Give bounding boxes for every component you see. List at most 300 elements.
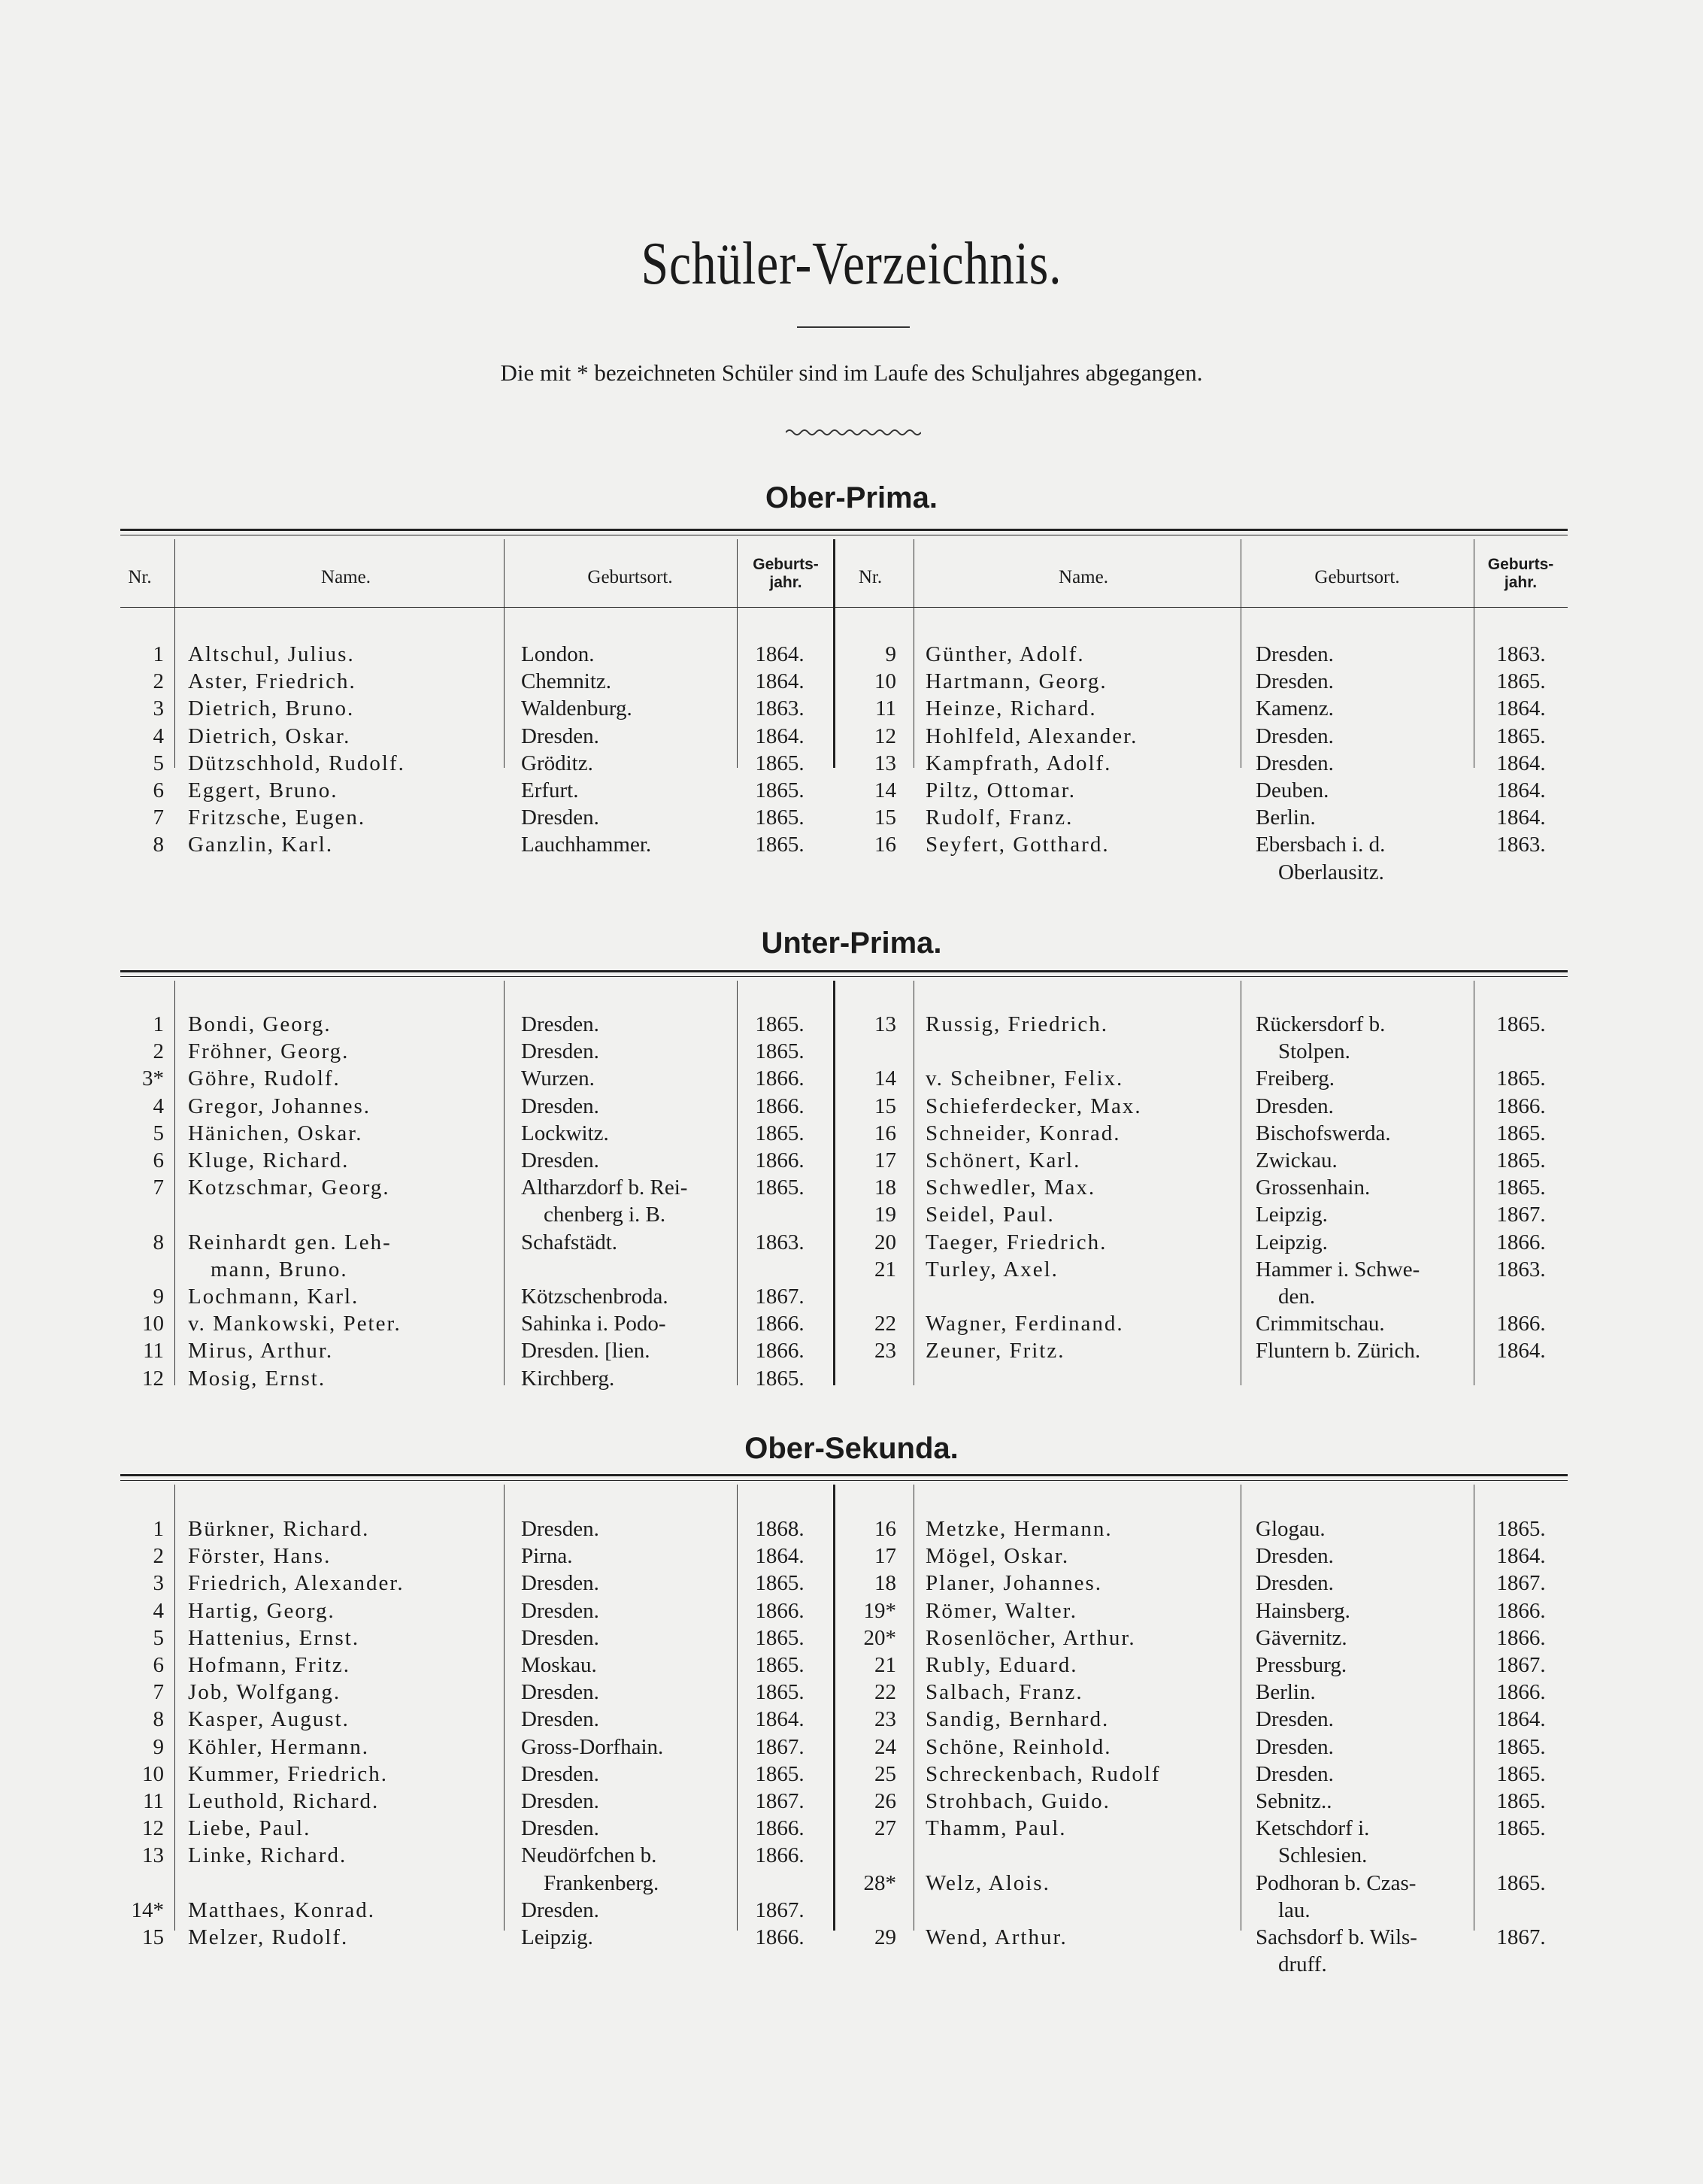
birth-year: 1865. [755, 1039, 805, 1064]
birthplace: Crimmitschau. [1256, 1312, 1385, 1336]
birthplace: Kötzschenbroda. [521, 1285, 668, 1309]
birthplace-continued: druff. [1278, 1952, 1327, 1977]
student-name: Reinhardt gen. Leh- [188, 1230, 392, 1254]
student-name: Hohlfeld, Alexander. [926, 723, 1138, 748]
birthplace: Gross-Dorfhain. [521, 1734, 664, 1759]
row-number: 10 [142, 1312, 164, 1336]
row-number: 9 [153, 1734, 164, 1759]
row-number: 3 [153, 1571, 164, 1596]
row-number: 4 [153, 1598, 164, 1623]
student-name: Salbach, Franz. [926, 1680, 1083, 1705]
student-name: Köhler, Hermann. [188, 1734, 370, 1759]
row-number: 17 [874, 1148, 896, 1172]
student-name: Rubly, Eduard. [926, 1653, 1078, 1677]
birthplace: Kamenz. [1256, 696, 1334, 721]
student-name: Eggert, Bruno. [188, 778, 338, 802]
birthplace: Dresden. [521, 1789, 599, 1813]
student-name: Mosig, Ernst. [188, 1366, 326, 1391]
birthplace: Gävernitz. [1256, 1625, 1347, 1650]
student-name: Turley, Axel. [926, 1257, 1059, 1282]
student-name: Römer, Walter. [926, 1598, 1077, 1623]
row-number: 12 [142, 1366, 164, 1391]
row-number: 23 [874, 1707, 896, 1732]
student-name: Rosenlöcher, Arthur. [926, 1625, 1136, 1650]
student-table [120, 1474, 1568, 1977]
birthplace: Bischofswerda. [1256, 1121, 1391, 1145]
row-number: 14 [874, 1066, 896, 1091]
row-number: 21 [874, 1257, 896, 1282]
birth-year: 1866. [755, 1094, 805, 1118]
birth-year: 1867. [1496, 1571, 1546, 1596]
birth-year: 1865. [1496, 1734, 1546, 1759]
birth-year: 1865. [1496, 723, 1546, 748]
birthplace: Dresden. [521, 1039, 599, 1064]
row-number: 20* [863, 1625, 896, 1650]
student-name: Taeger, Friedrich. [926, 1230, 1108, 1254]
birth-year: 1867. [755, 1789, 805, 1813]
birthplace: Podhoran b. Czas- [1256, 1870, 1417, 1895]
birthplace: Neudörfchen b. [521, 1843, 657, 1868]
row-number: 1 [153, 1012, 164, 1036]
row-number: 1 [153, 642, 164, 666]
column-divider [504, 1485, 505, 1931]
student-name: Planer, Johannes. [926, 1571, 1102, 1596]
row-number: 8 [153, 1707, 164, 1732]
birthplace: Dresden. [521, 1680, 599, 1705]
birthplace: Ketschdorf i. [1256, 1816, 1370, 1841]
student-name: Seidel, Paul. [926, 1203, 1055, 1227]
birthplace: Glogau. [1256, 1517, 1326, 1541]
birthplace: Dresden. [1256, 1761, 1334, 1786]
column-divider [174, 981, 175, 1385]
birth-year: 1866. [1496, 1230, 1546, 1254]
student-name: Dützschhold, Rudolf. [188, 751, 405, 775]
birthplace: Dresden. [521, 1517, 599, 1541]
birth-year: 1865. [755, 1761, 805, 1786]
table-top-rule [120, 529, 1568, 531]
birth-year: 1865. [755, 1012, 805, 1036]
student-name: Hattenius, Ernst. [188, 1625, 360, 1650]
birth-year: 1864. [755, 1707, 805, 1732]
birthplace: Dresden. [1256, 669, 1334, 694]
column-header: Nr. [858, 567, 883, 587]
birthplace: Rückersdorf b. [1256, 1012, 1386, 1036]
birth-year: 1863. [1496, 833, 1546, 857]
birthplace: Dresden. [521, 1598, 599, 1623]
student-name: Hofmann, Fritz. [188, 1653, 351, 1677]
column-header: Geburts- [753, 556, 819, 573]
student-name: Ganzlin, Karl. [188, 833, 334, 857]
student-name: Welz, Alois. [926, 1870, 1050, 1895]
student-name: Lochmann, Karl. [188, 1285, 359, 1309]
row-number: 18 [874, 1571, 896, 1596]
birthplace: Dresden. [521, 805, 599, 830]
row-number: 24 [874, 1734, 896, 1759]
row-number: 2 [153, 669, 164, 694]
birth-year: 1865. [755, 1175, 805, 1200]
birth-year: 1865. [755, 778, 805, 802]
student-name: Förster, Hans. [188, 1544, 332, 1569]
student-name: Sandig, Bernhard. [926, 1707, 1110, 1732]
birth-year: 1866. [755, 1816, 805, 1841]
row-number: 5 [153, 1121, 164, 1145]
student-name: Liebe, Paul. [188, 1816, 311, 1841]
student-table [120, 529, 1568, 884]
student-name: Piltz, Ottomar. [926, 778, 1076, 802]
column-header: Geburtsort. [1314, 567, 1400, 587]
birthplace-continued: Frankenberg. [544, 1870, 659, 1895]
birth-year: 1864. [755, 669, 805, 694]
table-top-rule [120, 970, 1568, 972]
birthplace-continued: Schlesien. [1278, 1843, 1368, 1868]
student-name: Wagner, Ferdinand. [926, 1312, 1124, 1336]
student-name: Thamm, Paul. [926, 1816, 1067, 1841]
row-number: 21 [874, 1653, 896, 1677]
birthplace: Kirchberg. [521, 1366, 615, 1391]
birthplace: Gröditz. [521, 751, 593, 775]
birthplace: Zwickau. [1256, 1148, 1338, 1172]
birthplace: Ebersbach i. d. [1256, 833, 1386, 857]
column-divider [504, 981, 505, 1385]
birthplace: Berlin. [1256, 1680, 1316, 1705]
birth-year: 1863. [1496, 1257, 1546, 1282]
birthplace: Dresden. [521, 1897, 599, 1922]
column-header: Geburts- [1487, 556, 1554, 573]
birthplace: Berlin. [1256, 805, 1316, 830]
birthplace: Dresden. [1256, 723, 1334, 748]
birth-year: 1864. [755, 1544, 805, 1569]
row-number: 25 [874, 1761, 896, 1786]
student-name: Linke, Richard. [188, 1843, 347, 1868]
student-name: Melzer, Rudolf. [188, 1925, 349, 1949]
birth-year: 1866. [755, 1148, 805, 1172]
birth-year: 1865. [755, 751, 805, 775]
birthplace: Hammer i. Schwe- [1256, 1257, 1420, 1282]
row-number: 6 [153, 1653, 164, 1677]
student-name: Kampfrath, Adolf. [926, 751, 1112, 775]
student-name: Schneider, Konrad. [926, 1121, 1121, 1145]
birth-year: 1864. [755, 723, 805, 748]
birthplace: Moskau. [521, 1653, 597, 1677]
page-title: Schüler-Verzeichnis. [641, 231, 1062, 297]
student-name: Matthaes, Konrad. [188, 1897, 376, 1922]
header-bottom-rule [120, 607, 1568, 608]
birth-year: 1866. [1496, 1625, 1546, 1650]
row-number: 13 [874, 1012, 896, 1036]
student-name: Fritzsche, Eugen. [188, 805, 366, 830]
birthplace: Schafstädt. [521, 1230, 618, 1254]
row-number: 5 [153, 1625, 164, 1650]
column-divider [833, 539, 835, 768]
student-name: Schreckenbach, Rudolf [926, 1761, 1161, 1786]
row-number: 22 [874, 1312, 896, 1336]
column-header: jahr. [769, 574, 802, 591]
row-number: 8 [153, 833, 164, 857]
student-name: Dietrich, Oskar. [188, 723, 351, 748]
birthplace: Dresden. [521, 1148, 599, 1172]
row-number: 6 [153, 1148, 164, 1172]
student-name: Kotzschmar, Georg. [188, 1175, 390, 1200]
student-name: Schwedler, Max. [926, 1175, 1096, 1200]
birth-year: 1865. [755, 1571, 805, 1596]
birth-year: 1864. [1496, 1339, 1546, 1363]
birth-year: 1867. [1496, 1653, 1546, 1677]
birthplace: Leipzig. [1256, 1230, 1328, 1254]
row-number: 7 [153, 1680, 164, 1705]
birth-year: 1868. [755, 1517, 805, 1541]
birthplace: Deuben. [1256, 778, 1329, 802]
student-name: Fröhner, Georg. [188, 1039, 350, 1064]
row-number: 28* [863, 1870, 896, 1895]
column-header: jahr. [1504, 574, 1538, 591]
row-number: 15 [874, 1094, 896, 1118]
birthplace: Altharzdorf b. Rei- [521, 1175, 688, 1200]
birth-year: 1865. [1496, 669, 1546, 694]
row-number: 11 [875, 696, 896, 721]
birth-year: 1866. [755, 1312, 805, 1336]
birth-year: 1866. [1496, 1094, 1546, 1118]
birthplace: Sachsdorf b. Wils- [1256, 1925, 1417, 1949]
birth-year: 1864. [1496, 1544, 1546, 1569]
table-top-rule-thin [120, 976, 1568, 977]
row-number: 14 [874, 778, 896, 802]
birth-year: 1864. [1496, 1707, 1546, 1732]
row-number: 15 [142, 1925, 164, 1949]
student-name: Schönert, Karl. [926, 1148, 1081, 1172]
birthplace: Dresden. [1256, 751, 1334, 775]
section-title: Ober-Sekunda. [744, 1432, 959, 1465]
row-number: 12 [142, 1816, 164, 1841]
row-number: 6 [153, 778, 164, 802]
column-divider [504, 539, 505, 768]
row-number: 1 [153, 1517, 164, 1541]
birthplace: Leipzig. [1256, 1203, 1328, 1227]
student-name: Schieferdecker, Max. [926, 1094, 1142, 1118]
birthplace: Erfurt. [521, 778, 579, 802]
row-number: 16 [874, 833, 896, 857]
birth-year: 1867. [755, 1734, 805, 1759]
student-name: v. Mankowski, Peter. [188, 1312, 402, 1336]
row-number: 8 [153, 1230, 164, 1254]
row-number: 29 [874, 1925, 896, 1949]
table-top-rule [120, 1474, 1568, 1476]
student-name-continued: mann, Bruno. [211, 1257, 348, 1282]
birth-year: 1865. [1496, 1121, 1546, 1145]
birth-year: 1865. [755, 1121, 805, 1145]
row-number: 22 [874, 1680, 896, 1705]
column-divider [174, 1485, 175, 1931]
column-header: Name. [321, 567, 371, 587]
student-name: Rudolf, Franz. [926, 805, 1074, 830]
row-number: 7 [153, 1175, 164, 1200]
birthplace: Dresden. [521, 1012, 599, 1036]
row-number: 5 [153, 751, 164, 775]
row-number: 3 [153, 696, 164, 721]
row-number: 27 [874, 1816, 896, 1841]
birthplace: Dresden. [521, 1761, 599, 1786]
student-name: Strohbach, Guido. [926, 1789, 1111, 1813]
birth-year: 1865. [1496, 1517, 1546, 1541]
row-number: 3* [142, 1066, 164, 1091]
row-number: 9 [153, 1285, 164, 1309]
row-number: 2 [153, 1544, 164, 1569]
birthplace: Dresden. [521, 1625, 599, 1650]
birth-year: 1864. [1496, 751, 1546, 775]
birth-year: 1867. [755, 1285, 805, 1309]
student-name: Göhre, Rudolf. [188, 1066, 341, 1091]
birth-year: 1866. [1496, 1598, 1546, 1623]
birth-year: 1864. [755, 642, 805, 666]
birthplace: Dresden. [521, 1571, 599, 1596]
birthplace: Dresden. [1256, 1734, 1334, 1759]
birth-year: 1864. [1496, 696, 1546, 721]
birthplace: Wurzen. [521, 1066, 595, 1091]
student-name: Metzke, Hermann. [926, 1517, 1113, 1541]
birthplace: Sahinka i. Podo- [521, 1312, 666, 1336]
section-title: Unter-Prima. [761, 927, 942, 960]
birthplace: Dresden. [521, 1707, 599, 1732]
birth-year: 1864. [1496, 805, 1546, 830]
birthplace: Dresden. [1256, 642, 1334, 666]
row-number: 26 [874, 1789, 896, 1813]
student-name: Günther, Adolf. [926, 642, 1085, 666]
birthplace: Leipzig. [521, 1925, 593, 1949]
birth-year: 1866. [755, 1339, 805, 1363]
student-name: Gregor, Johannes. [188, 1094, 371, 1118]
column-divider [174, 539, 175, 768]
birth-year: 1867. [1496, 1925, 1546, 1949]
birth-year: 1865. [1496, 1066, 1546, 1091]
birth-year: 1865. [1496, 1012, 1546, 1036]
row-number: 16 [874, 1121, 896, 1145]
birthplace: London. [521, 642, 595, 666]
birth-year: 1865. [755, 1653, 805, 1677]
row-number: 16 [874, 1517, 896, 1541]
student-name: Hänichen, Oskar. [188, 1121, 363, 1145]
birthplace: Hainsberg. [1256, 1598, 1350, 1623]
row-number: 19 [874, 1203, 896, 1227]
page-subtitle: Die mit * bezeichneten Schüler sind im Laufe des Schuljahres abgegangen. [500, 359, 1203, 386]
birthplace: Dresden. [1256, 1571, 1334, 1596]
birthplace: Dresden. [521, 1094, 599, 1118]
birth-year: 1864. [1496, 778, 1546, 802]
student-name: Kummer, Friedrich. [188, 1761, 388, 1786]
birthplace-continued: chenberg i. B. [544, 1203, 666, 1227]
row-number: 11 [143, 1339, 164, 1363]
birthplace-continued: den. [1278, 1285, 1316, 1309]
birth-year: 1866. [1496, 1680, 1546, 1705]
birth-year: 1865. [755, 1366, 805, 1391]
student-name: Schöne, Reinhold. [926, 1734, 1112, 1759]
column-header: Nr. [128, 567, 152, 587]
student-name: Russig, Friedrich. [926, 1012, 1109, 1036]
birth-year: 1866. [755, 1598, 805, 1623]
birth-year: 1865. [1496, 1789, 1546, 1813]
birth-year: 1865. [755, 833, 805, 857]
row-number: 23 [874, 1339, 896, 1363]
birth-year: 1863. [1496, 642, 1546, 666]
birthplace-continued: Oberlausitz. [1278, 860, 1384, 884]
birthplace: Dresden. [521, 723, 599, 748]
row-number: 10 [142, 1761, 164, 1786]
row-number: 2 [153, 1039, 164, 1064]
column-header: Geburtsort. [587, 567, 673, 587]
birth-year: 1866. [1496, 1312, 1546, 1336]
birth-year: 1867. [1496, 1203, 1546, 1227]
birth-year: 1867. [755, 1897, 805, 1922]
birthplace: Dresden. [1256, 1094, 1334, 1118]
row-number: 20 [874, 1230, 896, 1254]
birthplace: Freiberg. [1256, 1066, 1335, 1091]
student-name: Altschul, Julius. [188, 642, 355, 666]
student-name: Hartmann, Georg. [926, 669, 1108, 694]
row-number: 9 [885, 642, 896, 666]
birth-year: 1865. [755, 805, 805, 830]
row-number: 11 [143, 1789, 164, 1813]
birth-year: 1865. [755, 1625, 805, 1650]
birthplace: Lockwitz. [521, 1121, 609, 1145]
column-divider [737, 539, 738, 768]
birthplace: Dresden. [1256, 1544, 1334, 1569]
birthplace-continued: lau. [1278, 1897, 1311, 1922]
column-divider [737, 981, 738, 1385]
row-number: 7 [153, 805, 164, 830]
row-number: 14* [131, 1897, 164, 1922]
column-divider [833, 981, 835, 1385]
row-number: 17 [874, 1544, 896, 1569]
student-name: v. Scheibner, Felix. [926, 1066, 1124, 1091]
student-name: Friedrich, Alexander. [188, 1571, 405, 1596]
student-name: Mirus, Arthur. [188, 1339, 334, 1363]
title-underline [797, 326, 910, 328]
student-table [120, 970, 1568, 1391]
row-number: 15 [874, 805, 896, 830]
birth-year: 1865. [755, 1680, 805, 1705]
student-name: Kasper, August. [188, 1707, 350, 1732]
decorative-wave-divider [786, 427, 921, 438]
birth-year: 1866. [755, 1925, 805, 1949]
birthplace: Dresden. [1256, 1707, 1334, 1732]
birth-year: 1865. [1496, 1816, 1546, 1841]
student-name: Mögel, Oskar. [926, 1544, 1070, 1569]
birthplace: Dresden. [521, 1816, 599, 1841]
student-name: Job, Wolfgang. [188, 1680, 341, 1705]
student-name: Hartig, Georg. [188, 1598, 335, 1623]
birth-year: 1865. [1496, 1870, 1546, 1895]
birthplace: Fluntern b. Zürich. [1256, 1339, 1421, 1363]
student-name: Seyfert, Gotthard. [926, 833, 1110, 857]
section-title: Ober-Prima. [765, 481, 938, 514]
row-number: 19* [863, 1598, 896, 1623]
birth-year: 1866. [755, 1066, 805, 1091]
birth-year: 1865. [1496, 1175, 1546, 1200]
row-number: 10 [874, 669, 896, 694]
birthplace: Lauchhammer. [521, 833, 652, 857]
student-name: Zeuner, Fritz. [926, 1339, 1065, 1363]
student-name: Wend, Arthur. [926, 1925, 1068, 1949]
student-name: Leuthold, Richard. [188, 1789, 380, 1813]
column-divider [737, 1485, 738, 1931]
student-name: Dietrich, Bruno. [188, 696, 355, 721]
column-divider [833, 1485, 835, 1931]
row-number: 13 [874, 751, 896, 775]
birthplace: Pirna. [521, 1544, 573, 1569]
birth-year: 1863. [755, 696, 805, 721]
table-top-rule-thin [120, 1480, 1568, 1481]
row-number: 4 [153, 723, 164, 748]
birthplace: Dresden. [lien. [521, 1339, 650, 1363]
row-number: 18 [874, 1175, 896, 1200]
